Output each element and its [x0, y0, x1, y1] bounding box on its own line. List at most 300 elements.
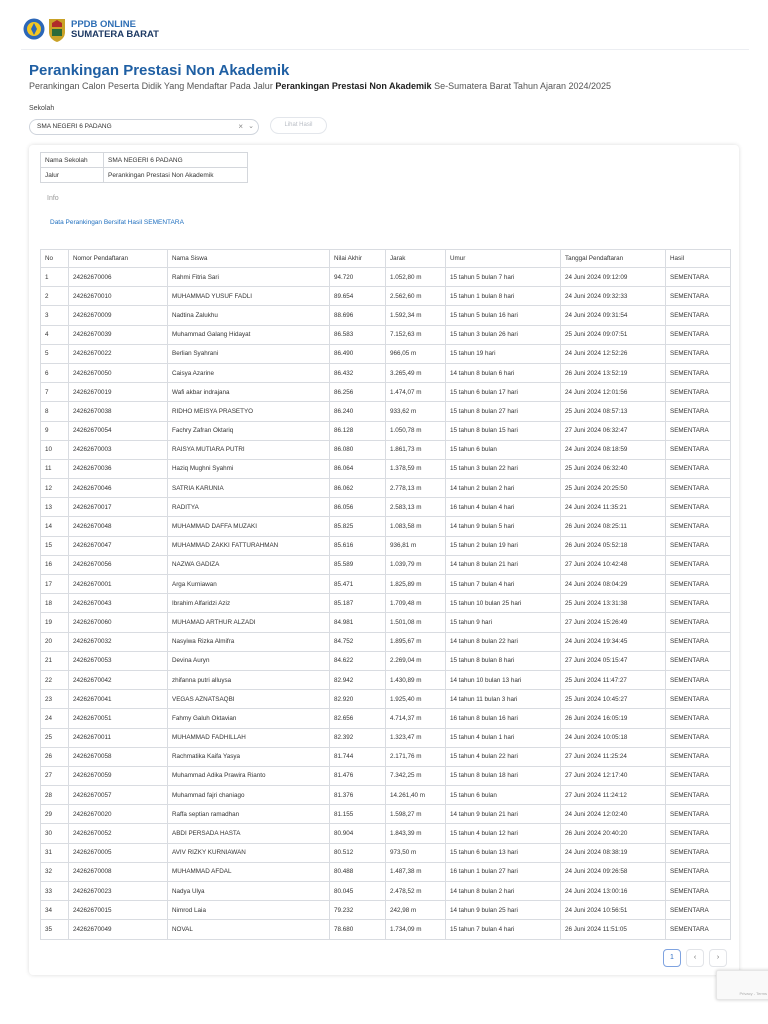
- cell-age: 14 tahun 9 bulan 25 hari: [446, 901, 561, 920]
- cell-final-score: 80.512: [330, 843, 386, 862]
- cell-registration-date: 24 Juni 2024 08:04:29: [561, 575, 666, 594]
- cell-student-name: Raffa septian ramadhan: [168, 805, 330, 824]
- table-row: [41, 843, 731, 862]
- cell-final-score: 79.232: [330, 901, 386, 920]
- cell-registration-date: 26 Juni 2024 05:52:18: [561, 536, 666, 555]
- cell-student-name: RAISYA MUTIARA PUTRI: [168, 440, 330, 459]
- cell-no: 28: [41, 786, 69, 805]
- cell-result: SEMENTARA: [666, 862, 731, 881]
- cell-final-score: 82.392: [330, 728, 386, 747]
- cell-no: 10: [41, 440, 69, 459]
- cell-registration-number: 24262670023: [69, 882, 168, 901]
- cell-age: 14 tahun 9 bulan 21 hari: [446, 805, 561, 824]
- cell-registration-date: 25 Juni 2024 13:31:38: [561, 594, 666, 613]
- header-student-name: Nama Siswa: [168, 250, 330, 268]
- cell-final-score: 86.432: [330, 363, 386, 382]
- cell-result: SEMENTARA: [666, 747, 731, 766]
- cell-registration-date: 24 Juni 2024 13:00:16: [561, 882, 666, 901]
- cell-age: 15 tahun 6 bulan 13 hari: [446, 843, 561, 862]
- cell-student-name: Nadtina Zalukhu: [168, 306, 330, 325]
- cell-age: 14 tahun 8 bulan 6 hari: [446, 363, 561, 382]
- cell-final-score: 81.155: [330, 805, 386, 824]
- cell-distance: 1.039,79 m: [386, 555, 446, 574]
- cell-final-score: 86.240: [330, 402, 386, 421]
- cell-final-score: 84.752: [330, 632, 386, 651]
- cell-distance: 1.487,38 m: [386, 862, 446, 881]
- cell-registration-number: 24262670003: [69, 440, 168, 459]
- cell-student-name: Berlian Syahrani: [168, 344, 330, 363]
- cell-result: SEMENTARA: [666, 728, 731, 747]
- cell-distance: 2.269,04 m: [386, 651, 446, 670]
- cell-result: SEMENTARA: [666, 363, 731, 382]
- cell-no: 32: [41, 862, 69, 881]
- table-row: [41, 575, 731, 594]
- cell-distance: 933,62 m: [386, 402, 446, 421]
- cell-registration-number: 24262670049: [69, 920, 168, 939]
- page-title: Perankingan Prestasi Non Akademik: [29, 62, 290, 79]
- cell-no: 30: [41, 824, 69, 843]
- cell-result: SEMENTARA: [666, 882, 731, 901]
- cell-student-name: Haziq Mughni Syahmi: [168, 459, 330, 478]
- cell-registration-date: 27 Juni 2024 11:25:24: [561, 747, 666, 766]
- cell-age: 15 tahun 8 bulan 15 hari: [446, 421, 561, 440]
- cell-no: 27: [41, 766, 69, 785]
- cell-student-name: Ibrahim Alfaridzi Aziz: [168, 594, 330, 613]
- cell-no: 7: [41, 383, 69, 402]
- cell-registration-number: 24262670009: [69, 306, 168, 325]
- table-row: [41, 383, 731, 402]
- cell-registration-number: 24262670001: [69, 575, 168, 594]
- cell-no: 1: [41, 268, 69, 287]
- cell-age: 15 tahun 7 bulan 4 hari: [446, 920, 561, 939]
- cell-registration-number: 24262670039: [69, 325, 168, 344]
- cell-registration-number: 24262670058: [69, 747, 168, 766]
- cell-distance: 1.843,39 m: [386, 824, 446, 843]
- table-row: [41, 747, 731, 766]
- table-row: [41, 555, 731, 574]
- cell-distance: 966,05 m: [386, 344, 446, 363]
- table-row: [41, 824, 731, 843]
- cell-distance: 2.583,13 m: [386, 498, 446, 517]
- cell-distance: 2.171,76 m: [386, 747, 446, 766]
- cell-registration-date: 24 Juni 2024 12:52:26: [561, 344, 666, 363]
- chevron-left-icon[interactable]: ‹: [686, 949, 704, 967]
- cell-registration-number: 24262670005: [69, 843, 168, 862]
- header-final-score: Nilai Akhir: [330, 250, 386, 268]
- cell-registration-number: 24262670038: [69, 402, 168, 421]
- table-row: [41, 306, 731, 325]
- cell-registration-date: 24 Juni 2024 09:12:09: [561, 268, 666, 287]
- cell-no: 4: [41, 325, 69, 344]
- cell-student-name: Muhammad Galang Hidayat: [168, 325, 330, 344]
- cell-result: SEMENTARA: [666, 306, 731, 325]
- cell-age: 14 tahun 8 bulan 22 hari: [446, 632, 561, 651]
- cell-final-score: 81.376: [330, 786, 386, 805]
- info-row-school: [41, 153, 248, 168]
- table-row: [41, 805, 731, 824]
- cell-no: 23: [41, 690, 69, 709]
- cell-result: SEMENTARA: [666, 766, 731, 785]
- cell-registration-date: 26 Juni 2024 13:52:19: [561, 363, 666, 382]
- cell-registration-number: 24262670060: [69, 613, 168, 632]
- cell-no: 16: [41, 555, 69, 574]
- header-distance: Jarak: [386, 250, 446, 268]
- cell-result: SEMENTARA: [666, 786, 731, 805]
- cell-student-name: Fahmy Galuh Oktavian: [168, 709, 330, 728]
- cell-registration-number: 24262670015: [69, 901, 168, 920]
- info-key-school: Nama Sekolah: [41, 153, 104, 168]
- cell-registration-date: 27 Juni 2024 12:17:40: [561, 766, 666, 785]
- cell-registration-date: 27 Juni 2024 15:26:49: [561, 613, 666, 632]
- cell-distance: 1.050,78 m: [386, 421, 446, 440]
- table-row: [41, 517, 731, 536]
- cell-no: 11: [41, 459, 69, 478]
- table-row: [41, 920, 731, 939]
- cell-final-score: 82.656: [330, 709, 386, 728]
- cell-student-name: Rahmi Fitria Sari: [168, 268, 330, 287]
- cell-registration-number: 24262670048: [69, 517, 168, 536]
- table-row: [41, 690, 731, 709]
- cell-result: SEMENTARA: [666, 824, 731, 843]
- table-row: [41, 882, 731, 901]
- cell-registration-number: 24262670010: [69, 287, 168, 306]
- cell-no: 29: [41, 805, 69, 824]
- cell-result: SEMENTARA: [666, 268, 731, 287]
- cell-result: SEMENTARA: [666, 459, 731, 478]
- cell-registration-date: 25 Juni 2024 09:07:51: [561, 325, 666, 344]
- cell-age: 16 tahun 1 bulan 27 hari: [446, 862, 561, 881]
- cell-result: SEMENTARA: [666, 536, 731, 555]
- cell-final-score: 85.471: [330, 575, 386, 594]
- cell-age: 15 tahun 4 bulan 12 hari: [446, 824, 561, 843]
- cell-student-name: Muhammad fajri chaniago: [168, 786, 330, 805]
- cell-student-name: zhifanna putri alluysa: [168, 670, 330, 689]
- cell-age: 16 tahun 8 bulan 16 hari: [446, 709, 561, 728]
- table-row: [41, 901, 731, 920]
- cell-age: 15 tahun 3 bulan 26 hari: [446, 325, 561, 344]
- cell-registration-number: 24262670054: [69, 421, 168, 440]
- cell-distance: 242,98 m: [386, 901, 446, 920]
- cell-result: SEMENTARA: [666, 651, 731, 670]
- cell-result: SEMENTARA: [666, 901, 731, 920]
- cell-no: 22: [41, 670, 69, 689]
- brand-line-2: SUMATERA BARAT: [71, 29, 159, 40]
- cell-student-name: MUHAMAD ARTHUR ALZADI: [168, 613, 330, 632]
- cell-registration-number: 24262670020: [69, 805, 168, 824]
- cell-result: SEMENTARA: [666, 325, 731, 344]
- clear-icon[interactable]: ×: [238, 122, 243, 131]
- cell-no: 15: [41, 536, 69, 555]
- cell-result: SEMENTARA: [666, 594, 731, 613]
- cell-registration-date: 27 Juni 2024 11:24:12: [561, 786, 666, 805]
- cell-student-name: Arga Kurniawan: [168, 575, 330, 594]
- cell-result: SEMENTARA: [666, 555, 731, 574]
- cell-registration-date: 26 Juni 2024 20:40:20: [561, 824, 666, 843]
- table-row: [41, 344, 731, 363]
- cell-result: SEMENTARA: [666, 670, 731, 689]
- cell-distance: 2.478,52 m: [386, 882, 446, 901]
- cell-distance: 1.052,80 m: [386, 268, 446, 287]
- cell-registration-number: 24262670046: [69, 479, 168, 498]
- cell-registration-number: 24262670041: [69, 690, 168, 709]
- cell-no: 35: [41, 920, 69, 939]
- brand-line-1: PPDB ONLINE: [71, 19, 136, 30]
- cell-age: 15 tahun 8 bulan 8 hari: [446, 651, 561, 670]
- cell-final-score: 85.187: [330, 594, 386, 613]
- recaptcha-text: Privacy - Terms: [739, 991, 767, 996]
- cell-no: 33: [41, 882, 69, 901]
- info-key-track: Jalur: [41, 168, 104, 183]
- cell-student-name: NAZWA GADIZA: [168, 555, 330, 574]
- cell-age: 14 tahun 8 bulan 21 hari: [446, 555, 561, 574]
- top-bar: [0, 0, 768, 64]
- cell-registration-date: 26 Juni 2024 11:51:05: [561, 920, 666, 939]
- cell-registration-date: 25 Juni 2024 10:45:27: [561, 690, 666, 709]
- cell-registration-date: 24 Juni 2024 09:26:58: [561, 862, 666, 881]
- cell-distance: 1.378,59 m: [386, 459, 446, 478]
- chevron-down-icon[interactable]: ⌄: [248, 123, 254, 130]
- brand-logo-group[interactable]: [23, 17, 159, 43]
- cell-distance: 973,50 m: [386, 843, 446, 862]
- cell-student-name: ABDI PERSADA HASTA: [168, 824, 330, 843]
- cell-registration-number: 24262670050: [69, 363, 168, 382]
- cell-student-name: Caisya Azarine: [168, 363, 330, 382]
- cell-distance: 7.152,63 m: [386, 325, 446, 344]
- cell-distance: 1.474,07 m: [386, 383, 446, 402]
- cell-registration-number: 24262670011: [69, 728, 168, 747]
- cell-registration-date: 24 Juni 2024 12:02:40: [561, 805, 666, 824]
- cell-age: 15 tahun 4 bulan 1 hari: [446, 728, 561, 747]
- cell-result: SEMENTARA: [666, 920, 731, 939]
- info-value-school: SMA NEGERI 6 PADANG: [104, 153, 248, 168]
- cell-no: 26: [41, 747, 69, 766]
- cell-distance: 1.083,58 m: [386, 517, 446, 536]
- cell-age: 15 tahun 5 bulan 7 hari: [446, 268, 561, 287]
- cell-student-name: RIDHO MEISYA PRASETYO: [168, 402, 330, 421]
- cell-age: 15 tahun 7 bulan 4 hari: [446, 575, 561, 594]
- cell-no: 18: [41, 594, 69, 613]
- ranking-body: [41, 268, 731, 940]
- tut-wuri-logo-icon: [23, 17, 45, 43]
- table-row: [41, 670, 731, 689]
- table-row: [41, 402, 731, 421]
- cell-final-score: 78.680: [330, 920, 386, 939]
- ranking-header-row: [41, 250, 731, 268]
- cell-student-name: NOVAL: [168, 920, 330, 939]
- school-info-table: [40, 152, 248, 183]
- header-registration-number: Nomor Pendaftaran: [69, 250, 168, 268]
- cell-registration-number: 24262670057: [69, 786, 168, 805]
- cell-result: SEMENTARA: [666, 613, 731, 632]
- cell-age: 14 tahun 2 bulan 2 hari: [446, 479, 561, 498]
- table-row: [41, 632, 731, 651]
- cell-distance: 1.925,40 m: [386, 690, 446, 709]
- cell-student-name: Nadya Ulya: [168, 882, 330, 901]
- cell-no: 12: [41, 479, 69, 498]
- header-age: Umur: [446, 250, 561, 268]
- cell-final-score: 81.744: [330, 747, 386, 766]
- table-row: [41, 613, 731, 632]
- cell-student-name: Nimrod Laia: [168, 901, 330, 920]
- page-1-button[interactable]: 1: [663, 949, 681, 967]
- cell-no: 8: [41, 402, 69, 421]
- cell-final-score: 81.476: [330, 766, 386, 785]
- cell-no: 31: [41, 843, 69, 862]
- cell-distance: 1.825,89 m: [386, 575, 446, 594]
- cell-no: 19: [41, 613, 69, 632]
- cell-distance: 2.778,13 m: [386, 479, 446, 498]
- sumbar-crest-icon: [47, 17, 67, 43]
- cell-registration-date: 24 Juni 2024 09:32:33: [561, 287, 666, 306]
- cell-no: 13: [41, 498, 69, 517]
- cell-no: 5: [41, 344, 69, 363]
- cell-student-name: VEGAS AZNATSAQBI: [168, 690, 330, 709]
- cell-distance: 2.562,60 m: [386, 287, 446, 306]
- cell-result: SEMENTARA: [666, 805, 731, 824]
- cell-result: SEMENTARA: [666, 287, 731, 306]
- cell-final-score: 86.064: [330, 459, 386, 478]
- cell-registration-date: 24 Juni 2024 08:38:19: [561, 843, 666, 862]
- cell-student-name: MUHAMMAD YUSUF FADLI: [168, 287, 330, 306]
- cell-distance: 1.734,09 m: [386, 920, 446, 939]
- cell-no: 2: [41, 287, 69, 306]
- show-results-button[interactable]: Lihat Hasil: [270, 117, 327, 134]
- cell-age: 15 tahun 8 bulan 27 hari: [446, 402, 561, 421]
- cell-registration-number: 24262670036: [69, 459, 168, 478]
- school-label: Sekolah: [29, 105, 55, 112]
- cell-registration-number: 24262670022: [69, 344, 168, 363]
- cell-registration-date: 24 Juni 2024 12:01:56: [561, 383, 666, 402]
- cell-result: SEMENTARA: [666, 498, 731, 517]
- cell-age: 14 tahun 10 bulan 13 hari: [446, 670, 561, 689]
- cell-distance: 1.861,73 m: [386, 440, 446, 459]
- info-value-track: Perankingan Prestasi Non Akademik: [104, 168, 248, 183]
- cell-registration-number: 24262670008: [69, 862, 168, 881]
- cell-registration-number: 24262670043: [69, 594, 168, 613]
- header-no: No: [41, 250, 69, 268]
- cell-age: 16 tahun 4 bulan 4 hari: [446, 498, 561, 517]
- table-row: [41, 268, 731, 287]
- cell-age: 15 tahun 1 bulan 8 hari: [446, 287, 561, 306]
- cell-student-name: RADITYA: [168, 498, 330, 517]
- table-row: [41, 287, 731, 306]
- table-row: [41, 862, 731, 881]
- cell-registration-number: 24262670056: [69, 555, 168, 574]
- table-row: [41, 536, 731, 555]
- header-result: Hasil: [666, 250, 731, 268]
- cell-registration-date: 26 Juni 2024 08:25:11: [561, 517, 666, 536]
- cell-final-score: 85.616: [330, 536, 386, 555]
- ranking-table: [40, 249, 731, 940]
- cell-registration-number: 24262670019: [69, 383, 168, 402]
- cell-age: 14 tahun 8 bulan 2 hari: [446, 882, 561, 901]
- cell-result: SEMENTARA: [666, 440, 731, 459]
- cell-student-name: Devina Auryn: [168, 651, 330, 670]
- cell-registration-number: 24262670053: [69, 651, 168, 670]
- table-row: [41, 709, 731, 728]
- cell-final-score: 85.589: [330, 555, 386, 574]
- cell-distance: 1.592,34 m: [386, 306, 446, 325]
- table-row: [41, 325, 731, 344]
- cell-student-name: SATRIA KARUNIA: [168, 479, 330, 498]
- table-row: [41, 421, 731, 440]
- cell-result: SEMENTARA: [666, 479, 731, 498]
- table-row: [41, 498, 731, 517]
- subtitle-suffix: Se-Sumatera Barat Tahun Ajaran 2024/2025: [431, 81, 612, 91]
- cell-student-name: MUHAMMAD DAFFA MUZAKI: [168, 517, 330, 536]
- cell-final-score: 80.488: [330, 862, 386, 881]
- cell-no: 6: [41, 363, 69, 382]
- cell-registration-number: 24262670006: [69, 268, 168, 287]
- cell-result: SEMENTARA: [666, 709, 731, 728]
- cell-age: 14 tahun 11 bulan 3 hari: [446, 690, 561, 709]
- school-select-value: SMA NEGERI 6 PADANG: [37, 123, 112, 130]
- cell-no: 3: [41, 306, 69, 325]
- subtitle-track: Perankingan Prestasi Non Akademik: [275, 81, 432, 91]
- cell-no: 21: [41, 651, 69, 670]
- cell-final-score: 86.056: [330, 498, 386, 517]
- recaptcha-badge[interactable]: [716, 970, 768, 1000]
- cell-distance: 936,81 m: [386, 536, 446, 555]
- header-registration-date: Tanggal Pendaftaran: [561, 250, 666, 268]
- cell-age: 15 tahun 9 hari: [446, 613, 561, 632]
- cell-age: 15 tahun 6 bulan: [446, 440, 561, 459]
- cell-result: SEMENTARA: [666, 402, 731, 421]
- table-row: [41, 594, 731, 613]
- cell-student-name: MUHAMMAD ZAKKI FATTURAHMAN: [168, 536, 330, 555]
- cell-age: 15 tahun 6 bulan 17 hari: [446, 383, 561, 402]
- cell-final-score: 84.981: [330, 613, 386, 632]
- cell-registration-date: 27 Juni 2024 06:32:47: [561, 421, 666, 440]
- cell-registration-number: 24262670047: [69, 536, 168, 555]
- cell-registration-number: 24262670017: [69, 498, 168, 517]
- table-row: [41, 440, 731, 459]
- cell-no: 24: [41, 709, 69, 728]
- cell-no: 34: [41, 901, 69, 920]
- cell-final-score: 82.920: [330, 690, 386, 709]
- cell-registration-date: 25 Juni 2024 11:47:27: [561, 670, 666, 689]
- cell-final-score: 82.942: [330, 670, 386, 689]
- cell-final-score: 86.128: [330, 421, 386, 440]
- cell-registration-number: 24262670032: [69, 632, 168, 651]
- subtitle-prefix: Perankingan Calon Peserta Didik Yang Mendaftar Pada Jalur: [29, 81, 276, 91]
- cell-registration-date: 24 Juni 2024 19:34:45: [561, 632, 666, 651]
- chevron-right-icon[interactable]: ›: [709, 949, 727, 967]
- cell-result: SEMENTARA: [666, 517, 731, 536]
- cell-distance: 1.895,67 m: [386, 632, 446, 651]
- cell-no: 20: [41, 632, 69, 651]
- cell-no: 14: [41, 517, 69, 536]
- cell-final-score: 86.583: [330, 325, 386, 344]
- cell-age: 15 tahun 8 bulan 18 hari: [446, 766, 561, 785]
- cell-registration-date: 26 Juni 2024 16:05:19: [561, 709, 666, 728]
- table-row: [41, 786, 731, 805]
- cell-registration-date: 25 Juni 2024 06:32:40: [561, 459, 666, 478]
- cell-student-name: Muhammad Adika Prawira Rianto: [168, 766, 330, 785]
- cell-result: SEMENTARA: [666, 421, 731, 440]
- school-select[interactable]: [29, 119, 259, 135]
- table-row: [41, 651, 731, 670]
- cell-final-score: 86.256: [330, 383, 386, 402]
- cell-distance: 1.598,27 m: [386, 805, 446, 824]
- table-row: [41, 479, 731, 498]
- cell-student-name: Wafi akbar indrajana: [168, 383, 330, 402]
- temporary-results-note: Data Perankingan Bersifat Hasil SEMENTARA: [50, 219, 184, 226]
- cell-no: 17: [41, 575, 69, 594]
- cell-student-name: MUHAMMAD FADHILLAH: [168, 728, 330, 747]
- cell-registration-number: 24262670052: [69, 824, 168, 843]
- cell-registration-date: 24 Juni 2024 08:18:59: [561, 440, 666, 459]
